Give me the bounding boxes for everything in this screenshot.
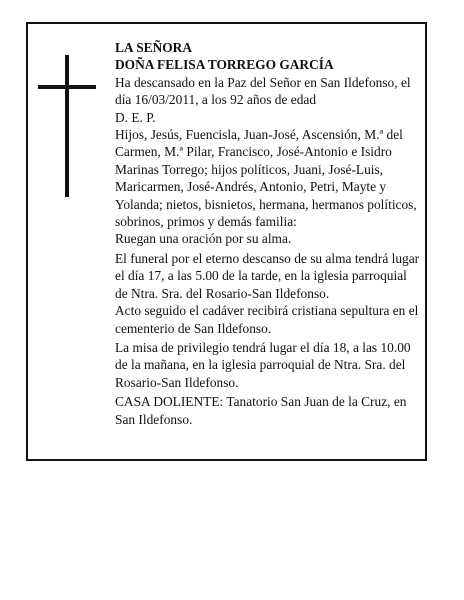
family-list: Hijos, Jesús, Fuencisla, Juan-José, Ascensión, M.ª del Carmen, M.ª Pilar, Francisco, José-Antonio e Isidro Marinas Torrego; hijos políticos, Juani, José-Luis, Maricarmen, José-Andrés, Antonio, Petri, Mayte y Yolanda; nietos, bisnietos, hermana, hermanos políticos, sobrinos, primos y demás familia:	[115, 127, 417, 230]
burial-details: Acto seguido el cadáver recibirá cristiana sepultura en el cementerio de San Ildefonso.	[115, 303, 419, 336]
death-notice: Ha descansado en la Paz del Señor en San Ildefonso, el día 16/03/2011, a los 92 años de edad	[115, 74, 411, 108]
funeral-details: El funeral por el eterno descanso de su alma tendrá lugar el día 17, a las 5.00 de la tarde, en la iglesia parroquial de Ntra. Sra. del Rosario-San Ildefonso.	[115, 250, 420, 301]
prayer-request: Ruegan una oración por su alma.	[115, 231, 292, 247]
notice-title-line1: LA SEÑORA	[115, 40, 193, 55]
mass-details: La misa de privilegio tendrá lugar el día 18, a las 10.00 de la mañana, en la iglesia parroquial de Ntra. Sra. del Rosario-San Ildefonso.	[115, 339, 411, 390]
dep-text: D. E. P.	[115, 109, 156, 125]
obituary-text	[115, 39, 420, 428]
cross-icon	[38, 55, 96, 197]
notice-title-line2: DOÑA FELISA TORREGO GARCÍA	[115, 57, 334, 73]
house-of-mourning: CASA DOLIENTE: Tanatorio San Juan de la Cruz, en San Ildefonso.	[115, 394, 407, 427]
cross-horizontal-bar	[38, 85, 96, 89]
cross-vertical-bar	[65, 55, 69, 197]
